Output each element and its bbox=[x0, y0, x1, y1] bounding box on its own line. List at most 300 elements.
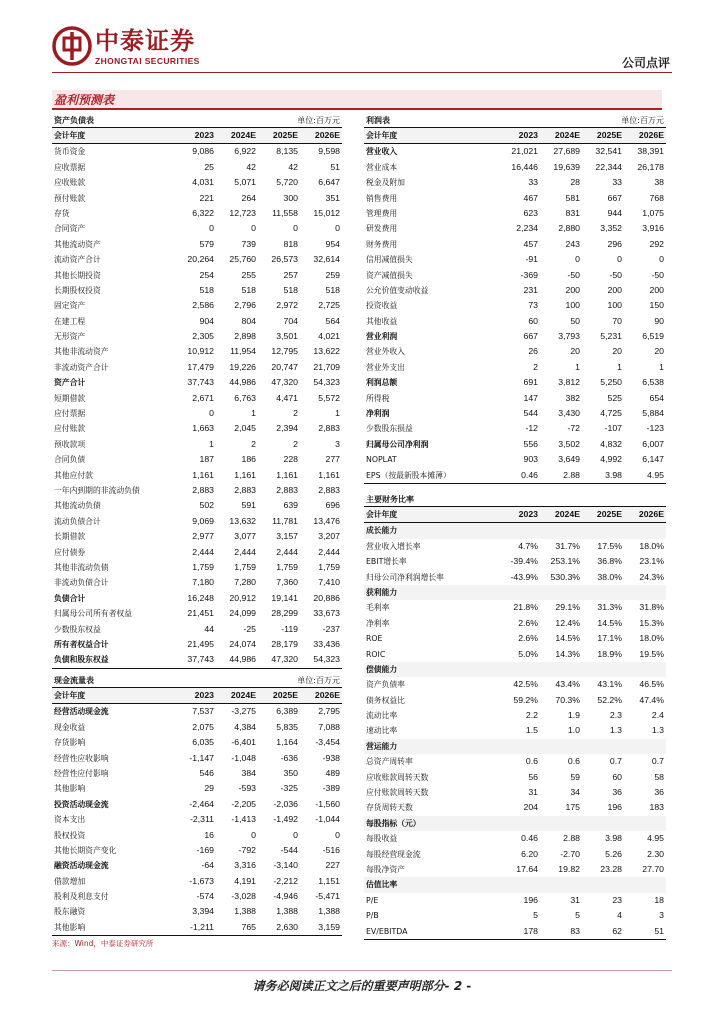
row-value: 44,986 bbox=[229, 654, 256, 665]
table-row bbox=[52, 751, 342, 766]
row-value: 2,883 bbox=[192, 484, 214, 495]
table-row bbox=[52, 329, 342, 344]
row-value: 4,384 bbox=[234, 721, 256, 732]
table-bottom-rule bbox=[52, 668, 342, 669]
table-row bbox=[52, 298, 342, 313]
row-label: 存货 bbox=[54, 208, 70, 218]
row-value: 28,299 bbox=[271, 608, 298, 619]
row-value: 243 bbox=[565, 238, 580, 249]
row-value: 12,795 bbox=[271, 346, 298, 357]
table-row bbox=[364, 221, 666, 236]
row-label: 长期借款 bbox=[54, 532, 86, 542]
row-value: 0 bbox=[293, 829, 298, 840]
row-value: 525 bbox=[607, 392, 622, 403]
row-value: 4,725 bbox=[600, 408, 622, 419]
row-value: 5,231 bbox=[600, 331, 622, 342]
row-value bbox=[622, 585, 664, 600]
row-value: -1,048 bbox=[231, 752, 256, 763]
table-row bbox=[52, 360, 342, 375]
row-value: 2,586 bbox=[192, 300, 214, 311]
row-value: 3,501 bbox=[276, 331, 298, 342]
row-value: 704 bbox=[283, 315, 298, 326]
row-label: 经营性应收影响 bbox=[54, 753, 109, 763]
row-value: 2,880 bbox=[558, 223, 580, 234]
row-value: 17.64 bbox=[516, 863, 538, 874]
table-row bbox=[364, 831, 666, 846]
row-value: 228 bbox=[283, 454, 298, 465]
row-value: 28,179 bbox=[271, 638, 298, 649]
row-value: 2,725 bbox=[318, 300, 340, 311]
row-value: 59 bbox=[570, 771, 580, 782]
row-value: 300 bbox=[283, 192, 298, 203]
row-label: 其他收益 bbox=[366, 316, 398, 326]
row-value: 31.7% bbox=[555, 540, 580, 551]
row-value: 1,663 bbox=[192, 423, 214, 434]
row-label: 少数股东损益 bbox=[366, 424, 413, 434]
row-value: 1.3 bbox=[609, 725, 622, 736]
row-value: 19.5% bbox=[639, 648, 664, 659]
row-value: 38 bbox=[654, 177, 664, 188]
row-value: 4.7% bbox=[518, 540, 538, 551]
row-label: 净利润 bbox=[366, 409, 390, 419]
row-label: 会计年度 bbox=[366, 510, 398, 519]
row-value: 23.1% bbox=[639, 556, 664, 567]
table-row bbox=[52, 468, 342, 483]
row-value bbox=[580, 877, 622, 892]
table-header-bar bbox=[52, 673, 342, 688]
row-value: 2 bbox=[251, 438, 256, 449]
row-value: 2.88 bbox=[563, 469, 580, 480]
row-value: 1,151 bbox=[318, 875, 340, 886]
table-row bbox=[52, 206, 342, 221]
row-value: 19,639 bbox=[553, 161, 580, 172]
row-value: -1,413 bbox=[231, 814, 256, 825]
row-value: 6,922 bbox=[234, 146, 256, 157]
row-label: 合同负债 bbox=[54, 455, 86, 465]
row-value: 2,075 bbox=[192, 721, 214, 732]
row-label: 其他长期资产变化 bbox=[54, 845, 117, 855]
table-row bbox=[52, 483, 342, 498]
row-value: 544 bbox=[523, 408, 538, 419]
row-value bbox=[580, 523, 622, 538]
row-value: 1.9 bbox=[567, 710, 580, 721]
row-value: 1,759 bbox=[192, 561, 214, 572]
row-value bbox=[538, 816, 580, 831]
row-value: 768 bbox=[649, 192, 664, 203]
row-value: -3,454 bbox=[315, 737, 340, 748]
table-row bbox=[52, 606, 342, 621]
row-value: 17.5% bbox=[597, 540, 622, 551]
row-value: 227 bbox=[325, 860, 340, 871]
row-label: 归母公司净利润增长率 bbox=[366, 572, 444, 582]
table-header-bar bbox=[364, 113, 666, 128]
row-value: 7,180 bbox=[192, 577, 214, 588]
row-value: -593 bbox=[238, 783, 256, 794]
row-value: 147 bbox=[523, 392, 538, 403]
row-value: 1,388 bbox=[318, 906, 340, 917]
row-value: -389 bbox=[322, 783, 340, 794]
table-row bbox=[364, 847, 666, 862]
row-value: 0 bbox=[335, 829, 340, 840]
row-value: 0 bbox=[209, 408, 214, 419]
row-value: 36 bbox=[654, 787, 664, 798]
table-row bbox=[52, 828, 342, 843]
row-value: 257 bbox=[283, 269, 298, 280]
row-value: 19,226 bbox=[229, 361, 256, 372]
row-value: 579 bbox=[199, 238, 214, 249]
table-row bbox=[364, 268, 666, 283]
row-label: 其他非流动资产 bbox=[54, 347, 109, 357]
row-value: 3,157 bbox=[276, 531, 298, 542]
row-value: 4,992 bbox=[600, 454, 622, 465]
table-row bbox=[52, 252, 342, 267]
row-label: 应收账款 bbox=[54, 178, 86, 188]
row-value: 457 bbox=[523, 238, 538, 249]
row-value: 42 bbox=[288, 161, 298, 172]
row-value: 59.2% bbox=[513, 694, 538, 705]
table-row bbox=[364, 452, 666, 467]
row-value: 19,141 bbox=[271, 592, 298, 603]
row-value: -792 bbox=[238, 844, 256, 855]
row-value: 2,972 bbox=[276, 300, 298, 311]
table-row bbox=[52, 720, 342, 735]
row-value: 20,886 bbox=[313, 592, 340, 603]
row-value: 47,320 bbox=[271, 654, 298, 665]
table-row bbox=[364, 523, 666, 538]
row-value: 0 bbox=[251, 223, 256, 234]
row-label: 非流动负债合计 bbox=[54, 578, 109, 588]
row-value: 6,647 bbox=[318, 177, 340, 188]
row-label: 长期股权投资 bbox=[54, 285, 101, 295]
row-value bbox=[622, 662, 664, 677]
row-value: 51 bbox=[330, 161, 340, 172]
row-value: 14.3% bbox=[555, 648, 580, 659]
row-value: 5 bbox=[533, 910, 538, 921]
table-row bbox=[364, 175, 666, 190]
row-value: 16 bbox=[204, 829, 214, 840]
row-value: 5,835 bbox=[276, 721, 298, 732]
row-value: 42 bbox=[246, 161, 256, 172]
row-value: 1.0 bbox=[567, 725, 580, 736]
row-value: -636 bbox=[280, 752, 298, 763]
row-value: 2,796 bbox=[234, 300, 256, 311]
table-row bbox=[52, 920, 342, 935]
row-value: 4 bbox=[617, 910, 622, 921]
row-value: 11,781 bbox=[272, 515, 298, 526]
row-value: -2,311 bbox=[190, 814, 214, 825]
table-row bbox=[52, 843, 342, 858]
row-value: 1,161 bbox=[318, 469, 340, 480]
row-label: 会计年度 bbox=[366, 131, 398, 140]
table-row bbox=[364, 754, 666, 769]
table-row bbox=[364, 421, 666, 436]
row-label: 所有者权益合计 bbox=[54, 639, 109, 649]
row-value: 12.4% bbox=[555, 617, 580, 628]
row-value: 2 bbox=[533, 361, 538, 372]
row-value bbox=[580, 816, 622, 831]
row-label: 会计年度 bbox=[54, 691, 86, 700]
row-label: 现金收益 bbox=[54, 722, 86, 732]
row-value: 43.4% bbox=[555, 679, 580, 690]
row-value: 20,912 bbox=[229, 592, 256, 603]
row-value: 1,388 bbox=[234, 906, 256, 917]
row-label: 货币资金 bbox=[54, 147, 86, 157]
row-value: 667 bbox=[523, 331, 538, 342]
row-value: 26,573 bbox=[271, 254, 298, 265]
row-label: EBIT增长率 bbox=[366, 557, 407, 567]
table-row bbox=[52, 904, 342, 919]
row-label: 经营性应付影响 bbox=[54, 768, 109, 778]
table-row bbox=[52, 421, 342, 436]
row-value: 25 bbox=[204, 161, 214, 172]
row-value: 581 bbox=[565, 192, 580, 203]
table-row bbox=[52, 622, 342, 637]
row-value: 1,164 bbox=[276, 737, 298, 748]
row-value: 100 bbox=[565, 300, 580, 311]
row-value: 7,410 bbox=[318, 577, 340, 588]
row-label: 资产负债率 bbox=[366, 680, 405, 690]
row-value: 56 bbox=[528, 771, 538, 782]
row-label: 融资活动现金流 bbox=[54, 861, 109, 871]
table-row bbox=[364, 191, 666, 206]
row-value: 530.3% bbox=[550, 571, 580, 582]
row-value: 21,495 bbox=[187, 638, 214, 649]
row-value bbox=[496, 585, 538, 600]
table-row bbox=[364, 770, 666, 785]
row-value: 277 bbox=[325, 454, 340, 465]
row-value: 31 bbox=[570, 894, 580, 905]
row-value: -2.70 bbox=[560, 848, 580, 859]
row-value: 4.95 bbox=[647, 833, 664, 844]
row-value: -50 bbox=[567, 269, 580, 280]
row-value: 1,161 bbox=[192, 469, 214, 480]
row-value: 83 bbox=[570, 925, 580, 936]
row-value: -574 bbox=[196, 891, 214, 902]
row-value: 4.95 bbox=[647, 469, 664, 480]
row-value: 903 bbox=[523, 454, 538, 465]
row-value: 33 bbox=[528, 177, 538, 188]
row-value: 384 bbox=[241, 767, 256, 778]
row-value: 6,007 bbox=[642, 438, 664, 449]
table-column-header bbox=[364, 128, 666, 144]
row-label: 资本支出 bbox=[54, 815, 86, 825]
logo-text bbox=[95, 28, 200, 66]
row-value: 518 bbox=[325, 284, 340, 295]
row-value: 196 bbox=[607, 802, 622, 813]
row-value: 44 bbox=[204, 623, 214, 634]
row-value: 2.2 bbox=[525, 710, 538, 721]
row-value: 29 bbox=[204, 783, 214, 794]
row-label: 存货周转天数 bbox=[366, 803, 413, 813]
row-value: 2023 bbox=[518, 509, 538, 519]
row-value: 9,069 bbox=[192, 515, 214, 526]
row-value: 20,747 bbox=[271, 361, 298, 372]
row-value: 3,159 bbox=[318, 921, 340, 932]
row-value: -2,205 bbox=[231, 798, 256, 809]
table-row bbox=[364, 391, 666, 406]
row-value: 20 bbox=[570, 346, 580, 357]
row-label: 应收票据 bbox=[54, 162, 86, 172]
row-value: -516 bbox=[322, 844, 340, 855]
row-label: 营运能力 bbox=[366, 741, 398, 751]
page-header bbox=[0, 0, 724, 90]
row-label: 归属母公司所有者权益 bbox=[54, 609, 132, 619]
row-value: 20 bbox=[612, 346, 622, 357]
row-value: 20 bbox=[654, 346, 664, 357]
row-label: 营业收入 bbox=[366, 147, 398, 157]
row-label: 营业外收入 bbox=[366, 347, 405, 357]
row-value: 2,394 bbox=[276, 423, 298, 434]
row-label: 资产减值损失 bbox=[366, 270, 413, 280]
row-value: 3,207 bbox=[318, 531, 340, 542]
row-label: 其他影响 bbox=[54, 922, 86, 932]
table-row bbox=[52, 858, 342, 873]
doc-type-label: 公司点评 bbox=[621, 56, 670, 70]
row-value: 489 bbox=[325, 767, 340, 778]
row-value: 3.98 bbox=[605, 469, 622, 480]
table-row bbox=[364, 570, 666, 585]
row-value: 6,538 bbox=[642, 377, 664, 388]
row-value: 2,045 bbox=[234, 423, 256, 434]
row-value: -50 bbox=[609, 269, 622, 280]
table-bottom-rule bbox=[364, 483, 666, 484]
row-value: -2,212 bbox=[273, 875, 298, 886]
row-value: 21,021 bbox=[511, 146, 538, 157]
row-value: 667 bbox=[607, 192, 622, 203]
row-value: 2,883 bbox=[318, 484, 340, 495]
row-value: 2.3 bbox=[609, 710, 622, 721]
row-value: 4,832 bbox=[600, 438, 622, 449]
row-value: 2024E bbox=[230, 130, 256, 140]
row-value: 31.8% bbox=[639, 602, 664, 613]
row-value: 2.6% bbox=[518, 617, 538, 628]
row-value bbox=[580, 739, 622, 754]
row-label: 每股经营现金流 bbox=[366, 849, 421, 859]
row-value: 2025E bbox=[272, 130, 298, 140]
table-row bbox=[52, 191, 342, 206]
table-row bbox=[364, 600, 666, 615]
row-value: 3 bbox=[659, 910, 664, 921]
row-value: 5 bbox=[575, 910, 580, 921]
table-row bbox=[364, 816, 666, 831]
row-value: 804 bbox=[241, 315, 256, 326]
row-value: 221 bbox=[199, 192, 214, 203]
row-label: 每股净资产 bbox=[366, 864, 405, 874]
table-title: 利润表 bbox=[366, 116, 390, 125]
row-value: 37,743 bbox=[187, 377, 214, 388]
table-row bbox=[364, 539, 666, 554]
row-value: 38.0% bbox=[597, 571, 622, 582]
row-value: 2026E bbox=[314, 690, 340, 700]
row-value: 17,479 bbox=[187, 361, 214, 372]
table-row bbox=[52, 160, 342, 175]
row-value bbox=[622, 523, 664, 538]
row-value: 556 bbox=[523, 438, 538, 449]
row-value: 47.4% bbox=[639, 694, 664, 705]
row-value: -5,471 bbox=[315, 891, 340, 902]
row-value: 3,916 bbox=[642, 223, 664, 234]
row-value: 18.9% bbox=[597, 648, 622, 659]
row-label: 负债和股东权益 bbox=[54, 655, 109, 665]
row-value: 1,388 bbox=[276, 906, 298, 917]
row-value: 2,883 bbox=[276, 484, 298, 495]
row-value: 24,099 bbox=[229, 608, 256, 619]
row-label: 总资产周转率 bbox=[366, 757, 413, 767]
row-label: 成长能力 bbox=[366, 526, 398, 536]
row-value: -123 bbox=[646, 423, 664, 434]
row-label: 其他应付款 bbox=[54, 470, 93, 480]
row-value: 175 bbox=[565, 802, 580, 813]
row-label: P/E bbox=[366, 895, 379, 905]
table-row bbox=[52, 797, 342, 812]
row-value: 3.98 bbox=[605, 833, 622, 844]
row-value: 13,632 bbox=[229, 515, 256, 526]
row-value: 2,795 bbox=[318, 706, 340, 717]
row-value: 254 bbox=[199, 269, 214, 280]
row-value: 14.5% bbox=[597, 617, 622, 628]
row-value: -3,028 bbox=[231, 891, 256, 902]
row-value: 204 bbox=[523, 802, 538, 813]
row-value: 351 bbox=[325, 192, 340, 203]
row-value: 6,322 bbox=[192, 207, 214, 218]
table-row bbox=[52, 406, 342, 421]
row-value: -3,275 bbox=[231, 706, 256, 717]
row-label: 经营活动现金流 bbox=[54, 707, 109, 717]
row-value: 944 bbox=[607, 207, 622, 218]
row-label: 合同资产 bbox=[54, 224, 86, 234]
table-row bbox=[52, 221, 342, 236]
row-value: 639 bbox=[283, 500, 298, 511]
row-label: 其他非流动负债 bbox=[54, 562, 109, 572]
row-value: 18.0% bbox=[639, 540, 664, 551]
row-value: 13,622 bbox=[313, 346, 340, 357]
row-value: -43.9% bbox=[510, 571, 538, 582]
row-value: 200 bbox=[649, 284, 664, 295]
row-value: 696 bbox=[325, 500, 340, 511]
row-value: 2025E bbox=[596, 509, 622, 519]
row-value: -369 bbox=[520, 269, 538, 280]
table-row bbox=[52, 781, 342, 796]
row-value: 15,012 bbox=[313, 207, 340, 218]
row-value: 5.26 bbox=[605, 848, 622, 859]
row-value: -39.4% bbox=[510, 556, 538, 567]
row-value: 2,898 bbox=[234, 331, 256, 342]
row-label: ROE bbox=[366, 634, 383, 644]
row-value: -25 bbox=[243, 623, 256, 634]
row-value: 21.8% bbox=[513, 602, 538, 613]
table-row bbox=[364, 616, 666, 631]
row-value: 8,135 bbox=[276, 146, 298, 157]
row-value: 52.2% bbox=[597, 694, 622, 705]
row-label: 速动比率 bbox=[366, 726, 398, 736]
row-value: 7,537 bbox=[192, 706, 214, 717]
row-value: 2026E bbox=[638, 509, 664, 519]
row-value bbox=[496, 523, 538, 538]
table-row bbox=[52, 344, 342, 359]
table-column-header bbox=[364, 507, 666, 523]
row-value: 5,572 bbox=[318, 392, 340, 403]
row-value: 2.30 bbox=[647, 848, 664, 859]
row-label: 无形资产 bbox=[54, 332, 86, 342]
table-row bbox=[364, 406, 666, 421]
row-value: 187 bbox=[199, 454, 214, 465]
row-value: 765 bbox=[241, 921, 256, 932]
row-value: 591 bbox=[241, 500, 256, 511]
row-label: 其他影响 bbox=[54, 784, 86, 794]
row-value: 2023 bbox=[194, 690, 214, 700]
row-value: 1 bbox=[659, 361, 664, 372]
table-row bbox=[52, 766, 342, 781]
